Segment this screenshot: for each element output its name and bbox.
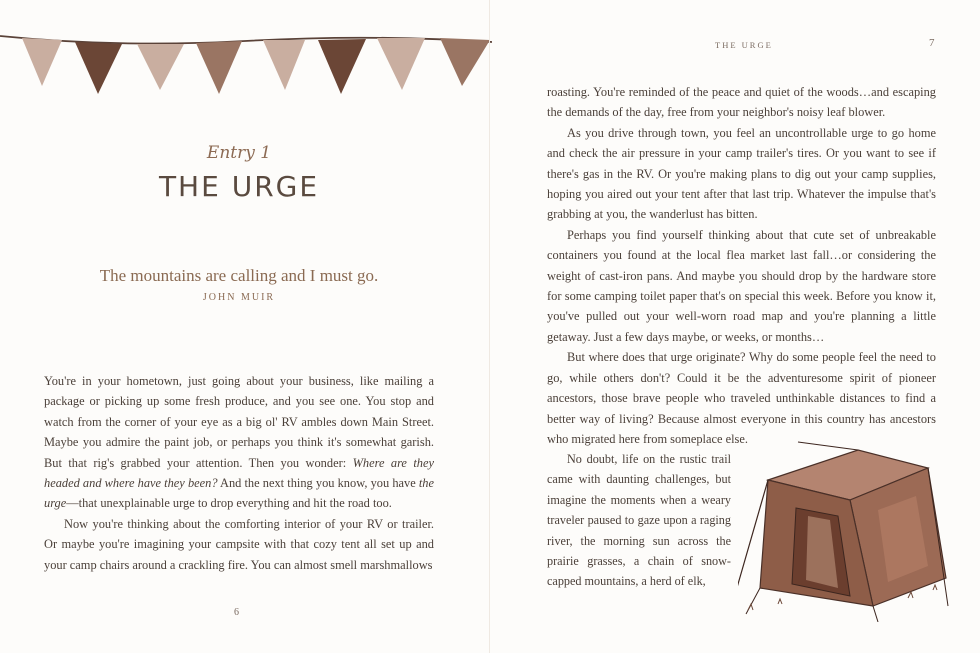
page-number: 7 bbox=[929, 37, 935, 49]
tent-illustration bbox=[738, 438, 950, 622]
bunting-flag bbox=[137, 44, 184, 90]
left-page-body bbox=[44, 371, 434, 575]
right-page-body bbox=[547, 82, 936, 449]
body-paragraph: You're in your hometown, just going about your business, like mailing a package or picking up some fresh produce, and you see one. You stop and watch from the corner of your eye as a big ol' RV ambles down Main Street. Maybe you admire the paint job, or perhaps you think it's somewhat garish. But that rig's grabbed your attention. Then you wonder: Where are they headed and where have they been? And the next thing you know, you have the urge—that unexplainable urge to drop everything and hit the road too. bbox=[44, 374, 434, 511]
epigraph-quote: The mountains are calling and I must go. bbox=[99, 266, 379, 285]
body-paragraph: Now you're thinking about the comforting interior of your RV or trailer. Or maybe you're imagining your campsite with that cozy tent all set up and your camp chairs around a crackling fire. You can almost smell marshmallows bbox=[44, 516, 434, 572]
bunting-flag bbox=[263, 40, 305, 90]
bunting-flag bbox=[196, 41, 242, 94]
page-number: 6 bbox=[234, 607, 239, 618]
right-page bbox=[490, 0, 980, 653]
wrap-paragraph: No doubt, life on the rustic trail came with daunting challenges, but imagine the moments when a weary traveler paused to gaze upon a raging river, the morning sun across the prairie grasses, a chain of snow-capped mountains, a herd of elk, bbox=[547, 452, 731, 589]
bunting-flag bbox=[318, 39, 366, 94]
italic-phrase: the urge bbox=[44, 476, 434, 511]
entry-label: Entry 1 bbox=[206, 143, 272, 163]
bunting-flag bbox=[440, 38, 490, 86]
bunting-banner-illustration bbox=[0, 28, 492, 98]
body-paragraph: As you drive through town, you feel an uncontrollable urge to go home and check the air pressure in your camp trailer's tires. Or you want to see if there's gas in the RV. Or you're making plans to dig out your camp supplies, hoping you aired out your tent after that last trip. Whatever the impulse that's grabbing at you, the wanderlust has bitten. bbox=[547, 125, 936, 222]
bunting-flag bbox=[377, 38, 425, 90]
running-head: THE URGE bbox=[715, 40, 773, 50]
body-paragraph: Perhaps you find yourself thinking about that cute set of unbreakable containers you found at the local flea market last fall…or considering the weight of cast-iron pans. And maybe you should drop by the hardware store for some camping toilet paper that's on special this week. Before you know it, you've pulled out your well-worn road map and you're planning a little getaway. Just a few days maybe, or weeks, or months… bbox=[547, 227, 936, 344]
body-paragraph: roasting. You're reminded of the peace and quiet of the woods…and escaping the demands of the day, free from your neighbor's noisy leaf blower. bbox=[547, 85, 936, 120]
bunting-flag bbox=[22, 38, 62, 86]
chapter-title: THE URGE bbox=[158, 170, 320, 203]
epigraph-author: JOHN MUIR bbox=[202, 292, 276, 303]
italic-phrase: Where are they headed and where have they been? bbox=[44, 455, 434, 491]
bunting-flag bbox=[75, 42, 122, 94]
body-paragraph: But where does that urge originate? Why do some people feel the need to go, while others don't? Could it be the adventuresome spirit of pioneer ancestors, those brave people who traveled unthinkable distances to find a better way of living? Because almost everyone in this country has ancestors who migrated here from someplace else. bbox=[547, 350, 936, 446]
